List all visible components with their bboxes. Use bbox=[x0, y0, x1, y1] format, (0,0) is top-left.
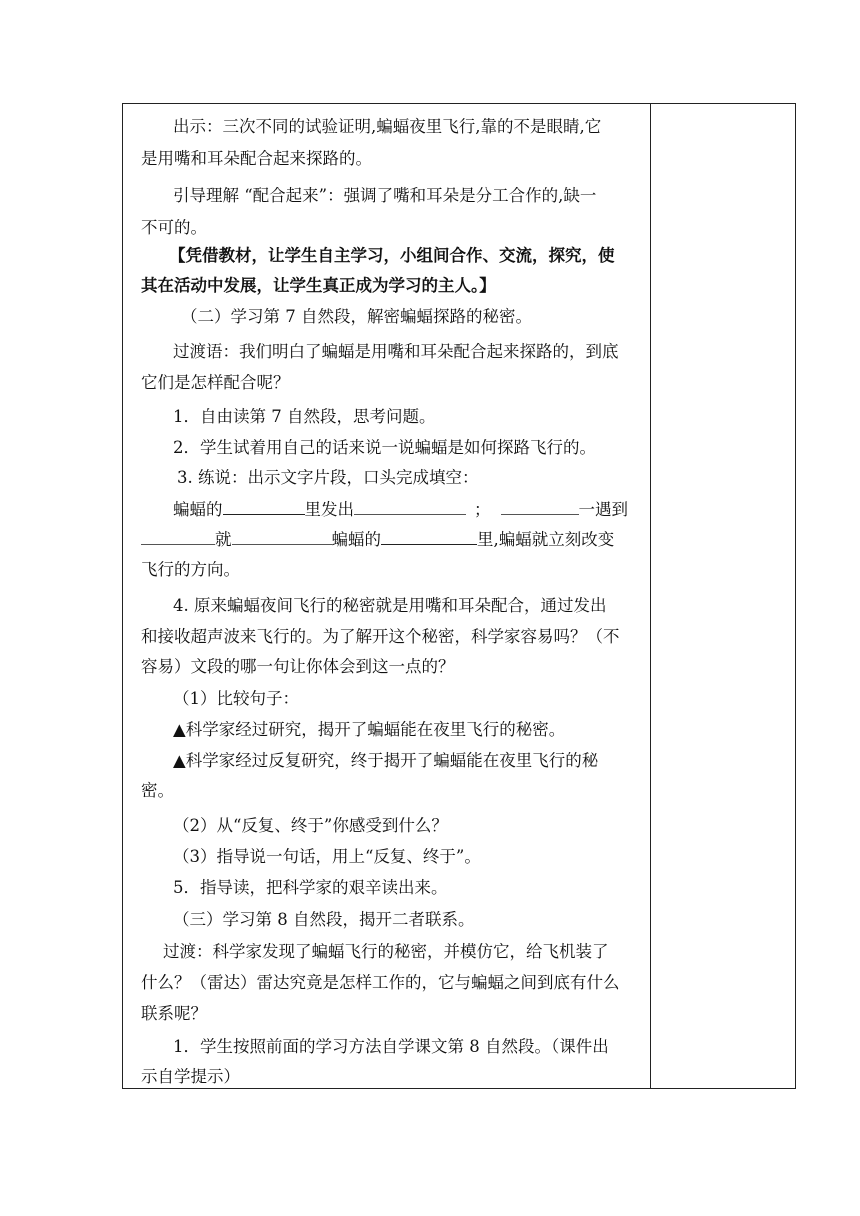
list-item: 1．自由读第 7 自然段，思考问题。 bbox=[173, 407, 436, 426]
text-line: 联系呢？ bbox=[141, 1004, 207, 1023]
text-line: 其在活动中发展，让学生真正成为学习的主人。】 bbox=[141, 276, 496, 295]
text-line: 引导理解 “配合起来”：强调了嘴和耳朵是分工合作的,缺一 bbox=[173, 186, 597, 205]
text-line: 容易）文段的哪一句让你体会到这一点的？ bbox=[141, 657, 455, 676]
text-line: ▲科学家经过反复研究，终于揭开了蝙蝠能在夜里飞行的秘 bbox=[173, 751, 599, 770]
fill-blank-line bbox=[141, 528, 641, 552]
text-line: 过渡语：我们明白了蝙蝠是用嘴和耳朵配合起来探路的，到底 bbox=[173, 342, 619, 361]
text-line: 它们是怎样配合呢？ bbox=[141, 373, 290, 392]
text-line: 出示：三次不同的试验证明,蝙蝠夜里飞行,靠的不是眼睛,它 bbox=[173, 117, 602, 136]
text-line: 【凭借教材，让学生自主学习，小组间合作、交流，探究，使 bbox=[169, 246, 615, 265]
text-line: （3）指导说一句话，用上“反复、终于”。 bbox=[173, 847, 481, 866]
fill-text: 一遇到 bbox=[578, 500, 628, 519]
blank-field[interactable] bbox=[232, 528, 332, 545]
text-line: ▲科学家经过研究，揭开了蝙蝠能在夜里飞行的秘密。 bbox=[173, 720, 566, 739]
notes-cell bbox=[651, 104, 795, 1088]
fill-text: 蝙蝠的 bbox=[331, 530, 381, 549]
text-line: 飞行的方向。 bbox=[141, 560, 240, 579]
text-line: （1）比较句子： bbox=[173, 689, 299, 708]
blank-field[interactable] bbox=[141, 528, 215, 545]
text-line: 示自学提示） bbox=[141, 1067, 240, 1086]
fill-text: 里,蝙蝠就立刻改变 bbox=[477, 530, 615, 549]
lesson-table bbox=[122, 103, 796, 1089]
text-line: 过渡：科学家发现了蝙蝠飞行的秘密，并模仿它，给飞机装了 bbox=[163, 942, 609, 961]
blank-field[interactable] bbox=[223, 498, 305, 515]
fill-text: 就 bbox=[215, 530, 232, 549]
text-line: 什么？（雷达）雷达究竟是怎样工作的，它与蝙蝠之间到底有什么 bbox=[141, 973, 620, 992]
list-item: 2．学生试着用自己的话来说一说蝙蝠是如何探路飞行的。 bbox=[173, 438, 596, 457]
list-item: 5．指导读，把科学家的艰辛读出来。 bbox=[173, 878, 448, 897]
blank-field[interactable] bbox=[381, 528, 477, 545]
fill-text: 蝙蝠的 bbox=[173, 500, 223, 519]
text-line: 不可的。 bbox=[141, 218, 207, 237]
fill-blank-line bbox=[173, 498, 673, 522]
text-line: （2）从“反复、终于”你感受到什么？ bbox=[173, 816, 448, 835]
list-item: 3. 练说：出示文字片段，口头完成填空： bbox=[177, 468, 479, 487]
lesson-content-cell bbox=[123, 104, 650, 1088]
text-line: 是用嘴和耳朵配合起来探路的。 bbox=[141, 149, 372, 168]
fill-text: 里发出 bbox=[304, 500, 354, 519]
section-heading: （三）学习第 8 自然段，揭开二者联系。 bbox=[173, 910, 475, 929]
text-line: 和接收超声波来飞行的。为了解开这个秘密，科学家容易吗？（不 bbox=[141, 627, 620, 646]
blank-field[interactable] bbox=[354, 498, 466, 515]
list-item: 4. 原来蝙蝠夜间飞行的秘密就是用嘴和耳朵配合，通过发出 bbox=[173, 596, 607, 615]
text-line: 密。 bbox=[141, 781, 174, 800]
blank-field[interactable] bbox=[501, 498, 579, 515]
section-heading: （二）学习第 7 自然段，解密蝙蝠探路的秘密。 bbox=[181, 307, 532, 326]
list-item: 1．学生按照前面的学习方法自学课文第 8 自然段。（课件出 bbox=[173, 1037, 609, 1056]
fill-text: ； bbox=[474, 500, 491, 519]
